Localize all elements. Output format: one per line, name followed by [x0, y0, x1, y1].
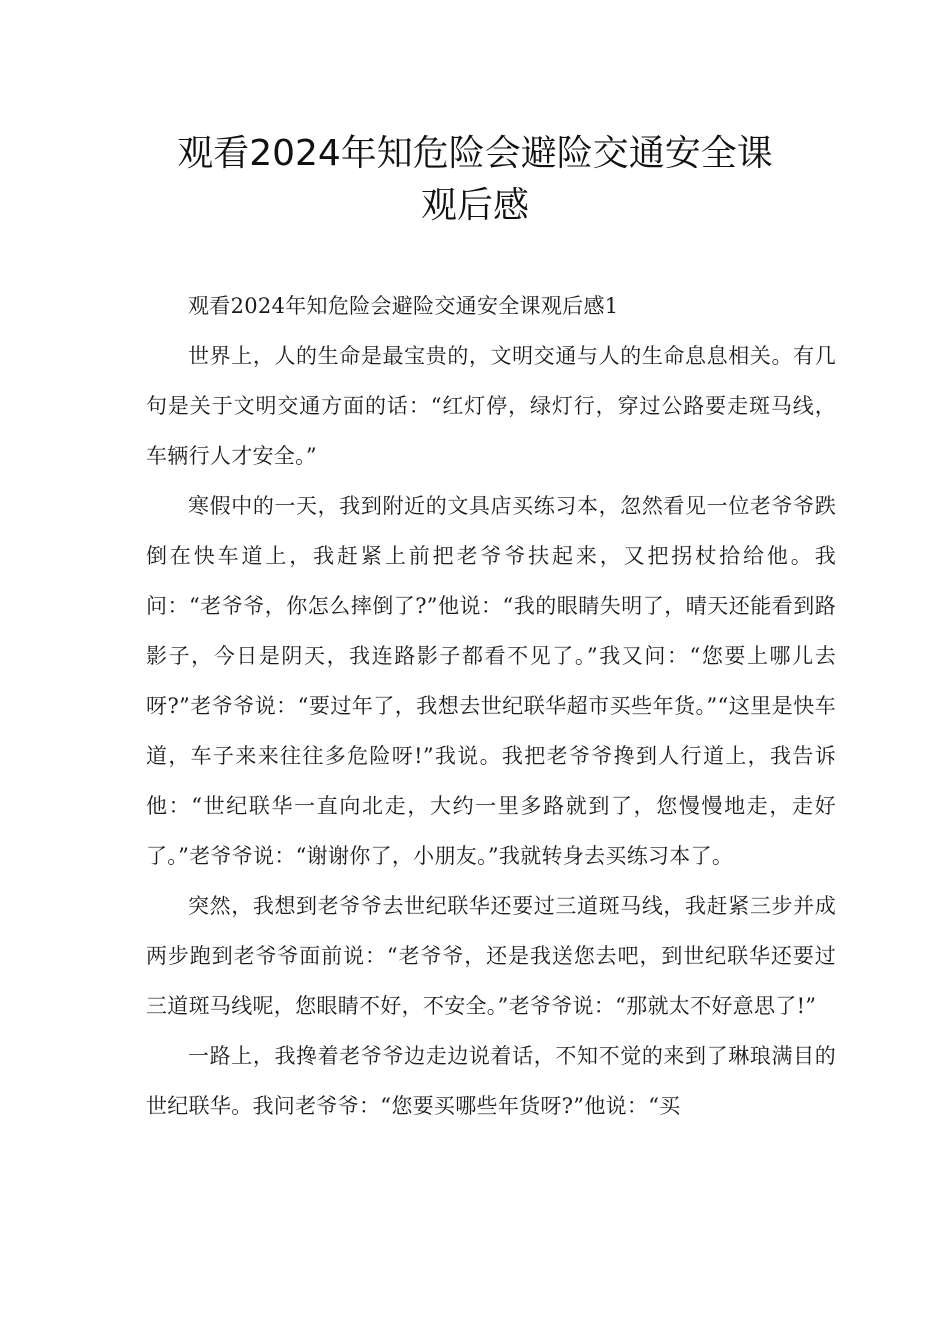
document-title-line-1: 观看2024年知危险会避险交通安全课	[177, 133, 773, 174]
document-title-line-2: 观后感	[420, 185, 529, 226]
paragraph-1: 世界上，人的生命是最宝贵的，文明交通与人的生命息息相关。有几句是关于文明交通方面的话：“红灯停，绿灯行，穿过公路要走斑马线，车辆行人才安全。”	[146, 344, 836, 468]
paragraph-4: 一路上，我搀着老爷爷边走边说着话，不知不觉的来到了琳琅满目的世纪联华。我问老爷爷：“您要买哪些年货呀?”他说：“买	[146, 1044, 836, 1118]
document-title	[130, 128, 820, 232]
paragraph-3: 突然，我想到老爷爷去世纪联华还要过三道斑马线，我赶紧三步并成两步跑到老爷爷面前说：“老爷爷，还是我送您去吧，到世纪联华还要过三道斑马线呢，您眼睛不好，不安全。”老爷爷说：“那就太不好意思了!”	[146, 894, 836, 1018]
paragraph-2: 寒假中的一天，我到附近的文具店买练习本，忽然看见一位老爷爷跌倒在快车道上，我赶紧上前把老爷爷扶起来，又把拐杖拾给他。我问：“老爷爷，你怎么摔倒了?”他说：“我的眼睛失明了，晴天还能看到路影子，今日是阴天，我连路影子都看不见了。”我又问：“您要上哪儿去呀?”老爷爷说：“要过年了，我想去世纪联华超市买些年货。”“这里是快车道，车子来来往往多危险呀!”我说。我把老爷爷搀到人行道上，我告诉他：“世纪联华一直向北走，大约一里多路就到了，您慢慢地走，走好了。”老爷爷说：“谢谢你了，小朋友。”我就转身去买练习本了。	[146, 494, 836, 868]
document-body	[146, 281, 836, 1131]
section-subtitle: 观看2024年知危险会避险交通安全课观后感1	[188, 294, 619, 318]
